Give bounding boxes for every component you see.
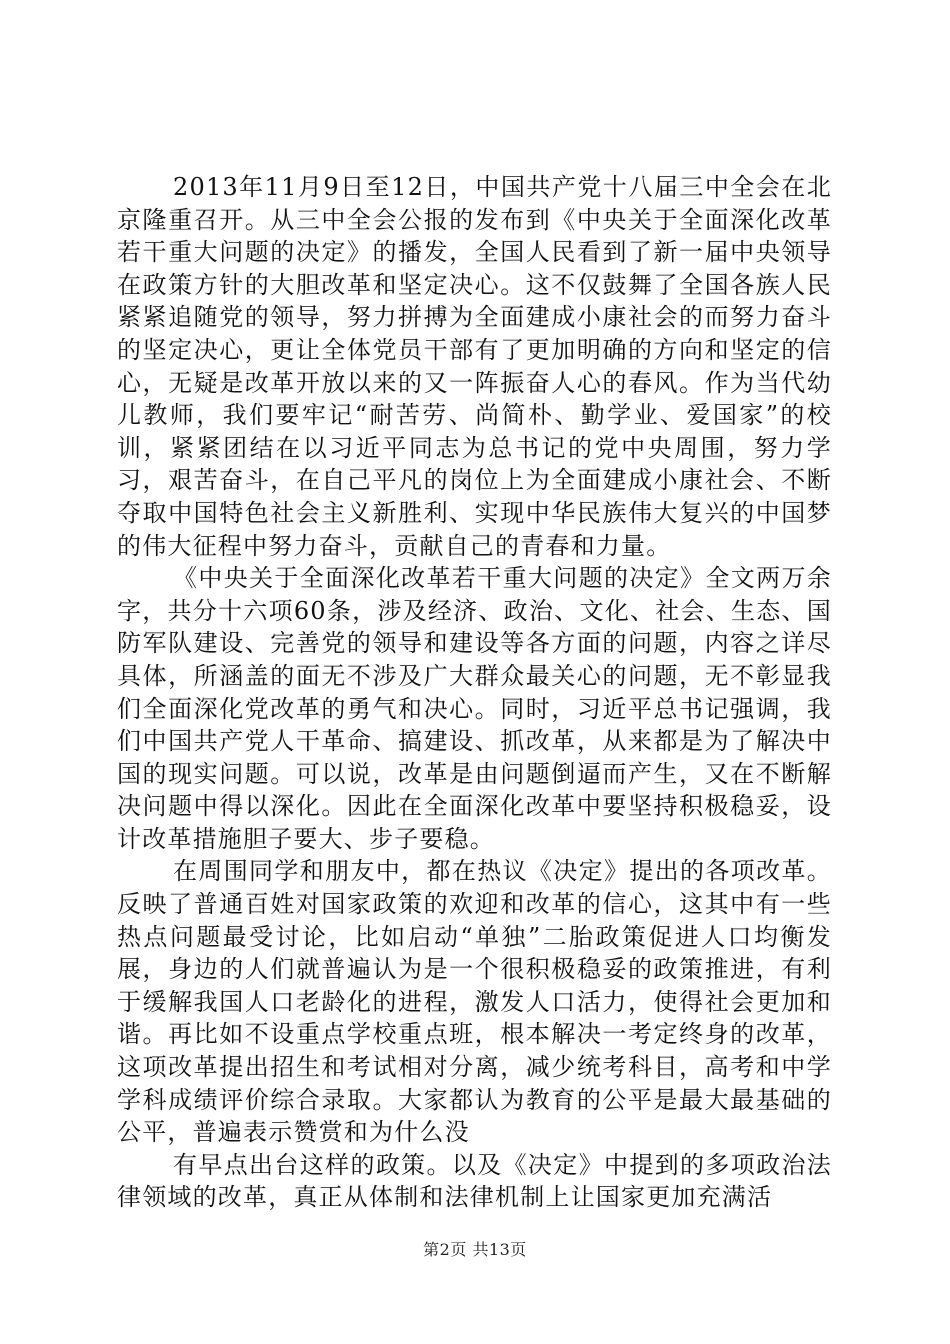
paragraph-1: 2013年11月9日至12日，中国共产党十八届三中全会在北京隆重召开。从三中全会公报的发布到《中央关于全面深化改革若干重大问题的决定》的播发，全国人民看到了新一届中央领导在政策方针的大胆改革和坚定决心。这不仅鼓舞了全国各族人民紧紧追随党的领导，努力拼搏为全面建成小康社会的而努力奋斗的坚定决心，更让全体党员干部有了更加明确的方向和坚定的信心，无疑是改革开放以来的又一阵振奋人心的春风。作为当代幼儿教师，我们要牢记“耐苦劳、尚简朴、勤学业、爱国家”的校训，紧紧团结在以习近平同志为总书记的党中央周围，努力学习，艰苦奋斗，在自己平凡的岗位上为全面建成小康社会、不断夺取中国特色社会主义新胜利、实现中华民族伟大复兴的中国梦的伟大征程中努力奋斗，贡献自己的青春和力量。 (117, 173, 832, 560)
paragraph-3: 在周围同学和朋友中，都在热议《决定》提出的各项改革。反映了普通百姓对国家政策的欢迎和改革的信心，这其中有一些热点问题最受讨论，比如启动“单独”二胎政策促进人口均衡发展，身边的人们就普遍认为是一个很积极稳妥的政策推进，有利于缓解我国人口老龄化的进程，激发人口活力，使得社会更加和谐。再比如不设重点学校重点班，根本解决一考定终身的改革，这项改革提出招生和考试相对分离，减少统考科目，高考和中学学科成绩评价综合录取。大家都认为教育的公平是最大最基础的公平，普遍表示赞赏和为什么没 (117, 857, 832, 1147)
paragraph-4: 有早点出台这样的政策。以及《决定》中提到的多项政治法律领域的改革，真正从体制和法律机制上让国家更加充满活 (117, 1150, 832, 1212)
page-number-footer: 第2页 共13页 (423, 1240, 527, 1259)
paragraph-2: 《中央关于全面深化改革若干重大问题的决定》全文两万余字，共分十六项60条，涉及经济、政治、文化、社会、生态、国防军队建设、完善党的领导和建设等各方面的问题，内容之详尽具体，所涵盖的面无不涉及广大群众最关心的问题，无不彰显我们全面深化党改革的勇气和决心。同时，习近平总书记强调，我们中国共产党人干革命、搞建设、抓改革，从来都是为了解决中国的现实问题。可以说，改革是由问题倒逼而产生，又在不断解决问题中得以深化。因此在全面深化改革中要坚持积极稳妥，设计改革措施胆子要大、步子要稳。 (117, 564, 832, 853)
document-body (117, 171, 832, 1214)
